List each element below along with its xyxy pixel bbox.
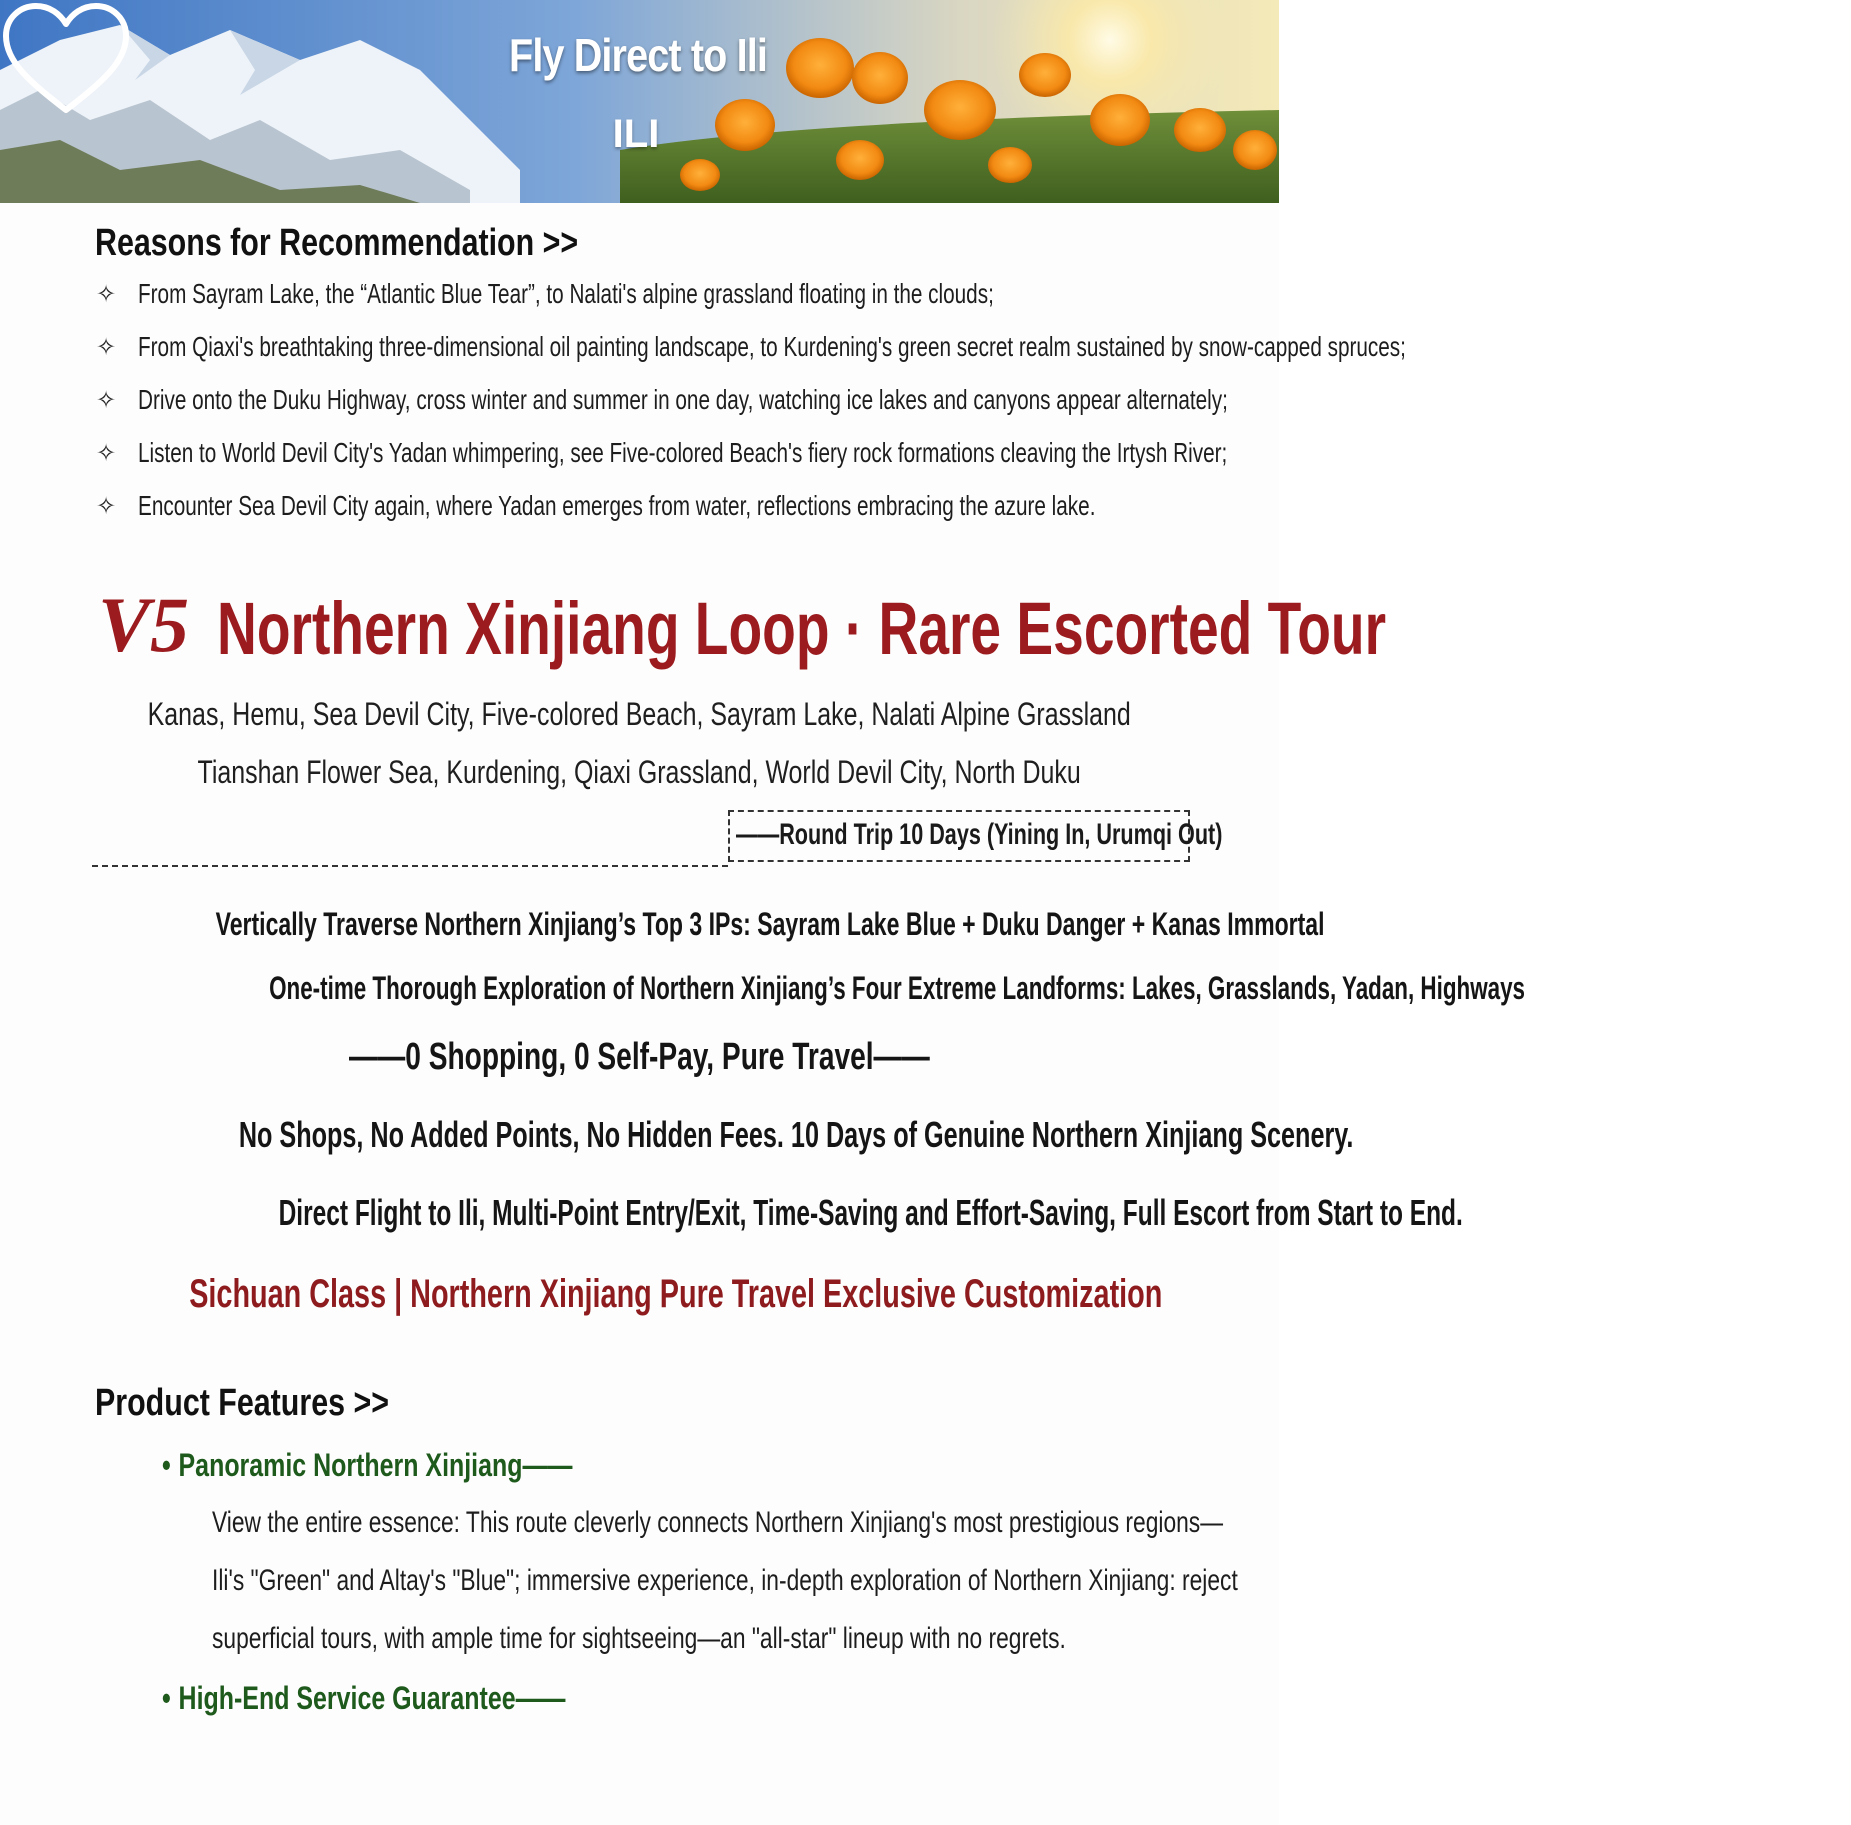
destinations-line-1: Kanas, Hemu, Sea Devil City, Five-colored Beach, Sayram Lake, Nalati Alpine Grassland [147,696,1132,732]
customization-tagline: Sichuan Class | Northern Xinjiang Pure Travel Exclusive Customization [189,1272,1163,1316]
list-item [96,488,1266,541]
features-heading: Product Features >> [95,1382,389,1424]
list-item [96,435,1266,488]
header-banner [0,0,1279,203]
feature-desc-line: Ili's "Green" and Altay's "Blue"; immersive experience, in-depth exploration of Northern Xinjiang: reject [212,1564,1238,1597]
sparkle-icon: ✧ [96,334,117,361]
trip-info-text: ——Round Trip 10 Days (Yining In, Urumqi Out) [736,818,1223,851]
feature-desc-line: superficial tours, with ample time for sightseeing—an "all-star" lineup with no regrets. [212,1622,1066,1655]
v5-logo [96,581,206,668]
feature-desc-line: View the entire essence: This route cleverly connects Northern Xinjiang's most prestigious regions— [212,1506,1224,1539]
destinations-line-2: Tianshan Flower Sea, Kurdening, Qiaxi Grassland, World Devil City, North Duku [197,754,1082,790]
svg-text:V5: V5 [98,581,190,668]
sparkle-icon: ✧ [96,387,117,414]
ili-badge-text: ILI [612,112,660,156]
list-item [96,329,1406,382]
dashed-divider [92,865,728,867]
reasons-heading: Reasons for Recommendation >> [95,222,579,264]
highlight-line-2: One-time Thorough Exploration of Northern Xinjiang’s Four Extreme Landforms: Lakes, Grasslands, Yadan, Highways [269,970,1525,1006]
list-item [96,276,1266,329]
reason-text: From Sayram Lake, the “Atlantic Blue Tear”, to Nalati's alpine grassland floating in the clouds; [138,278,994,309]
pure-travel-line: ——0 Shopping, 0 Self-Pay, Pure Travel—— [349,1036,930,1078]
direct-flight-line: Direct Flight to Ili, Multi-Point Entry/Exit, Time-Saving and Effort-Saving, Full Escort from Start to End. [278,1192,1463,1233]
bullet-icon: • [162,1680,171,1716]
reason-text: Listen to World Devil City's Yadan whimpering, see Five-colored Beach's fiery rock formations cleaving the Irtysh River; [138,437,1228,468]
sparkle-icon: ✧ [96,440,117,467]
banner-title: Fly Direct to Ili [509,29,767,81]
tour-title: Northern Xinjiang Loop · Rare Escorted Tour [217,587,1387,670]
sparkle-icon: ✧ [96,493,117,520]
list-item [96,382,1266,435]
reason-text: Drive onto the Duku Highway, cross winter and summer in one day, watching ice lakes and canyons appear alternately; [138,384,1228,415]
sparkle-icon: ✧ [96,281,117,308]
feature-title-panoramic: • Panoramic Northern Xinjiang—— [162,1447,573,1483]
heart-outline-icon [0,0,132,116]
reason-text: From Qiaxi's breathtaking three-dimensional oil painting landscape, to Kurdening's green secret realm sustained by snow-capped spruces; [138,331,1406,362]
highlight-line-1: Vertically Traverse Northern Xinjiang’s Top 3 IPs: Sayram Lake Blue + Duku Danger + Kanas Immortal [215,906,1325,942]
bullet-icon: • [162,1447,171,1483]
feature-title-service: • High-End Service Guarantee—— [162,1680,566,1716]
reasons-list [96,276,1406,541]
reason-text: Encounter Sea Devil City again, where Yadan emerges from water, reflections embracing the azure lake. [138,490,1096,521]
no-shops-line: No Shops, No Added Points, No Hidden Fees. 10 Days of Genuine Northern Xinjiang Scenery. [238,1114,1354,1155]
